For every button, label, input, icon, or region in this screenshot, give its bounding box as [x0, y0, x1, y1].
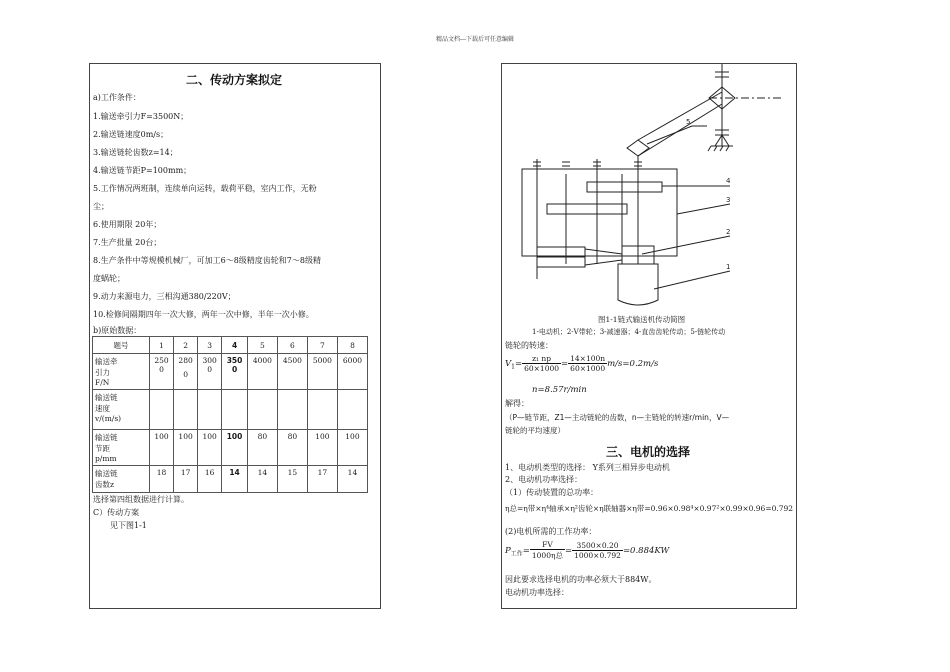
page-header: 精品文档---下载后可任意编辑: [435, 36, 515, 43]
speed-formula: $V_1=$ $\frac{\text{z₁ np}}{60\times 1000}$ = $\frac{14\times 100n}{60\times 1000}$ m/s=0.2m/s: [505, 354, 659, 373]
section-title-motor: 三、电机的选择: [606, 445, 691, 459]
table-cell: 80: [247, 430, 277, 466]
table-cell: 6000: [337, 354, 367, 390]
speed-result: n=8.57r/min: [532, 385, 587, 395]
table-cell: 4000: [247, 354, 277, 390]
table-cell: [174, 390, 198, 430]
table-header-row: [93, 337, 368, 354]
table-cell: 100: [307, 430, 337, 466]
scheme-heading: C）传动方案: [93, 508, 140, 517]
scheme-reference: 见下图1-1: [110, 521, 147, 530]
diagram-label-5: 5: [686, 118, 691, 126]
table-cell: 15: [277, 466, 307, 493]
table-row: [93, 390, 368, 430]
condition-line: 8.生产条件中等规模机械厂，可加工6～8级精度齿轮和7～8级精: [93, 256, 321, 265]
table-cell: 17: [174, 466, 198, 493]
efficiency-formula: η总=η带×η⁴轴承×η²齿轮×η联轴器×η带=0.96×0.98⁴×0.97²×0.99×0.96=0.792: [505, 504, 794, 513]
table-cell: 4500: [277, 354, 307, 390]
table-cell: 300 0: [198, 354, 222, 390]
variable-note: 链轮的平均速度）: [505, 426, 565, 435]
condition-line: 10.检修间隔期四年一次大修，两年一次中修，半年一次小修。: [93, 310, 314, 319]
condition-line: 9.动力来源电力，三相沟通380/220V；: [93, 292, 236, 301]
right-panel: [501, 63, 797, 609]
table-header-cell: 7: [307, 337, 337, 354]
table-header-cell: 题号: [93, 337, 150, 354]
raw-data-table: [92, 336, 368, 493]
table-cell: 18: [150, 466, 174, 493]
table-cell: 14: [247, 466, 277, 493]
table-cell: 280 0: [174, 354, 198, 390]
table-cell: 100: [198, 430, 222, 466]
solve-label: 解得：: [505, 399, 529, 408]
row-label: 输送链 速度 v/(m/s): [93, 390, 150, 430]
table-row: [93, 430, 368, 466]
condition-line: 4.输送链节距P=100mm；: [93, 166, 192, 175]
work-conditions-heading: a)工作条件：: [93, 93, 141, 102]
condition-line: 5.工作情况两班制，连续单向运转，载荷平稳，室内工作，无粉: [93, 184, 317, 193]
table-header-cell: 8: [337, 337, 367, 354]
table-cell: [247, 390, 277, 430]
table-cell: 14: [337, 466, 367, 493]
table-cell: 250 0: [150, 354, 174, 390]
table-cell: 100: [150, 430, 174, 466]
power-conclusion: 因此要求选择电机的功率必须大于884W。: [505, 575, 657, 584]
table-cell-selected: 14: [222, 466, 248, 493]
table-header-cell: 5: [247, 337, 277, 354]
raw-data-heading: b)原始数据：: [93, 326, 142, 335]
table-row: [93, 466, 368, 493]
table-cell-selected: 100: [222, 430, 248, 466]
condition-line: 3.输送链轮齿数z=14；: [93, 148, 178, 157]
table-row: [93, 354, 368, 390]
condition-line: 尘；: [93, 202, 109, 211]
table-cell: [198, 390, 222, 430]
table-header-cell: 1: [150, 337, 174, 354]
motor-power-selection: 电动机功率选择：: [505, 588, 569, 597]
diagram-label-3: 3: [726, 196, 731, 204]
table-cell: 100: [174, 430, 198, 466]
table-cell: 5000: [307, 354, 337, 390]
table-header-cell: 2: [174, 337, 198, 354]
condition-line: 1.输送牵引力F=3500N；: [93, 112, 189, 121]
condition-line: 2.输送链速度0m/s；: [93, 130, 169, 139]
transmission-diagram: [502, 64, 798, 314]
table-cell: 17: [307, 466, 337, 493]
table-cell: 16: [198, 466, 222, 493]
condition-line: 6.使用期限 20年；: [93, 220, 162, 229]
motor-step: 1、电动机类型的选择： Y系列三相异步电动机: [505, 463, 670, 472]
motor-step: (2)电机所需的工作功率：: [505, 527, 597, 536]
row-label: 输送链 节距 p/mm: [93, 430, 150, 466]
diagram-label-4: 4: [726, 177, 731, 185]
variable-note: （P—链节距，Z1—主动链轮的齿数，n—主链轮的转速r/min，V—: [505, 413, 730, 422]
motor-step: 2、电动机功率选择：: [505, 475, 583, 484]
table-cell: [222, 390, 248, 430]
table-header-cell: 3: [198, 337, 222, 354]
condition-line: 度蜗轮；: [93, 274, 125, 283]
section-title-transmission: 二、传动方案拟定: [186, 73, 283, 87]
table-cell: [150, 390, 174, 430]
left-panel: [89, 63, 381, 609]
row-label: 输送牵 引力 F/N: [93, 354, 150, 390]
table-cell: 80: [277, 430, 307, 466]
table-cell: [337, 390, 367, 430]
table-cell-selected: 350 0: [222, 354, 248, 390]
table-cell: [277, 390, 307, 430]
table-cell: 100: [337, 430, 367, 466]
table-header-cell: 6: [277, 337, 307, 354]
motor-step: （1）传动装置的总功率：: [505, 488, 599, 497]
diagram-label-1: 1: [726, 263, 731, 271]
selection-note: 选择第四组数据进行计算。: [93, 495, 189, 504]
table-header-cell-selected: 4: [222, 337, 248, 354]
power-formula: $P_{工作}=$ FV 1000η总 = $\frac{3500\times 0.20}{1000\times 0.792}$ =0.884KW: [505, 540, 670, 560]
figure-legend: 1-电动机；2-V带轮；3-减速器；4-直齿齿轮传动；5-链轮传动: [532, 328, 726, 336]
diagram-label-2: 2: [726, 228, 731, 236]
condition-line: 7.生产批量 20台；: [93, 238, 162, 247]
sprocket-speed-heading: 链轮的转速：: [505, 341, 553, 350]
figure-caption: 图1-1链式输送机传动简图: [598, 315, 686, 324]
table-cell: [307, 390, 337, 430]
row-label: 输送链 齿数z: [93, 466, 150, 493]
